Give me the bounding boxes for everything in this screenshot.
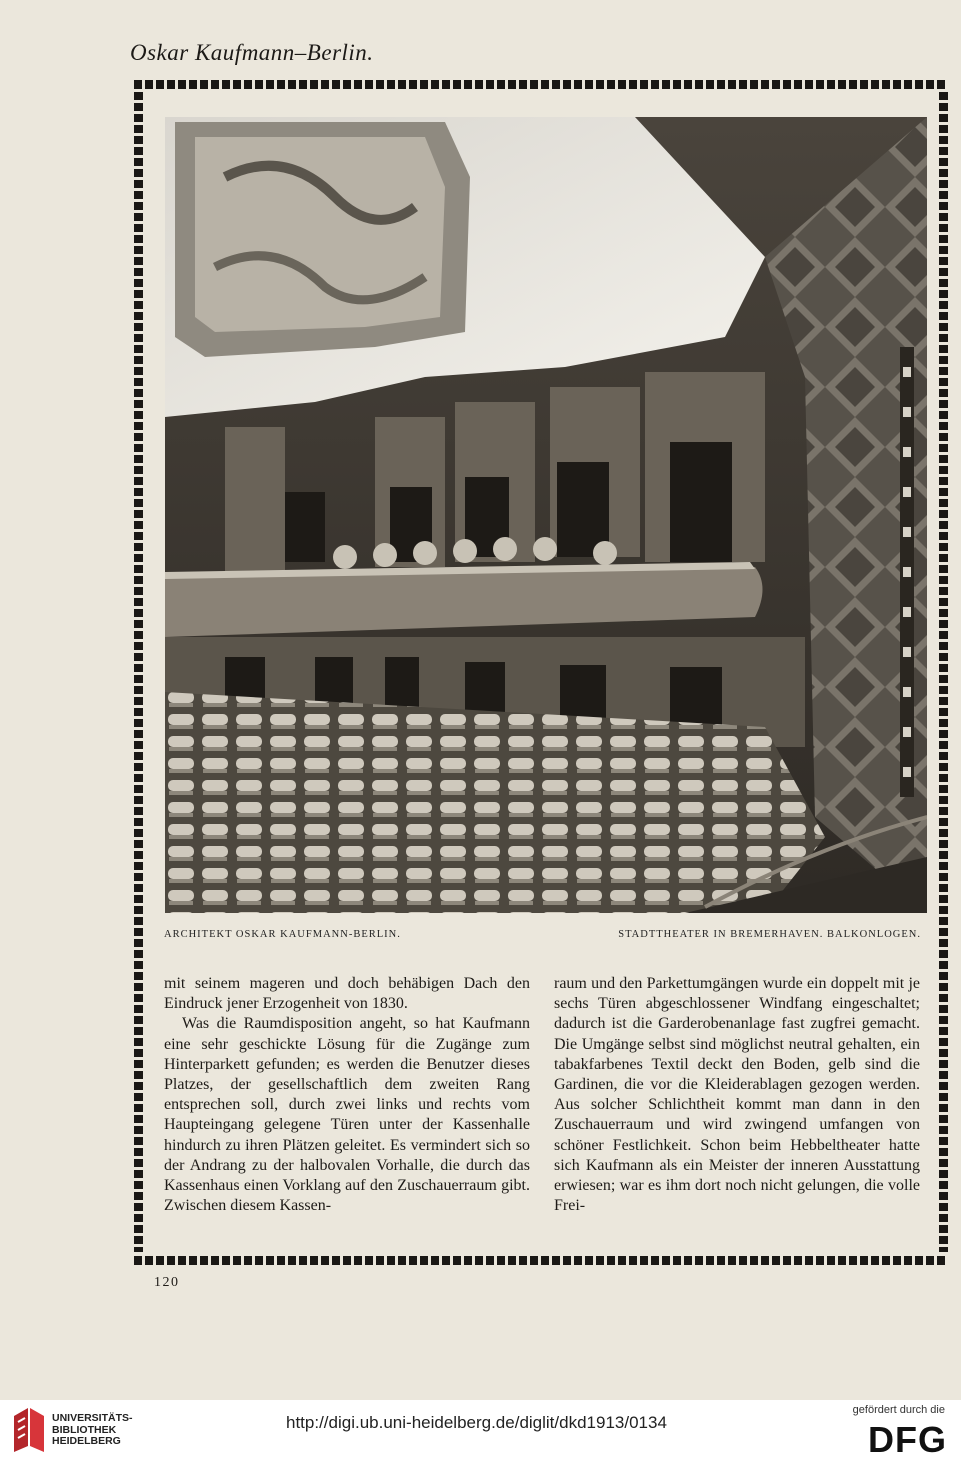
- text-column-left: [164, 974, 530, 1216]
- border-right: [939, 92, 948, 1252]
- text-column-right: [554, 974, 920, 1216]
- library-name[interactable]: UNIVERSITÄTS- BIBLIOTHEK HEIDELBERG: [52, 1412, 133, 1447]
- border-top: [134, 80, 948, 89]
- border-bottom: [134, 1256, 948, 1265]
- caption-architect: ARCHITEKT OSKAR KAUFMANN-BERLIN.: [164, 929, 401, 940]
- source-url-link[interactable]: http://digi.ub.uni-heidelberg.de/diglit/dkd1913/0134: [286, 1413, 667, 1432]
- paragraph: mit seinem mageren und doch behäbigen Dach den Eindruck jener Erzogenheit von 1830.: [164, 975, 530, 1013]
- page-number: 120: [154, 1275, 180, 1290]
- university-library-logo-icon[interactable]: [10, 1406, 48, 1454]
- dfg-logo[interactable]: DFG: [868, 1419, 947, 1460]
- border-left: [134, 92, 143, 1252]
- funding-label: gefördert durch die: [852, 1404, 945, 1416]
- paragraph: Was die Raumdisposition angeht, so hat Kaufmann eine sehr geschickte Lösung für die Zugänge zum Hinterparkett gefunden; es werden die Benutzer dieses Platzes, der gesellschaftlich dem zweiten Rang entsprechen soll, durch zwei links und rechts vom Haupteingang gelegene Türen unter der Kassenhalle hindurch zu ihren Plätzen geleitet. Es vermindert sich so der Andrang zu der halbovalen Vorhalle, die durch das Kassenhaus einen Vorklang auf den Zuschauerraum gibt. Zwischen diesem Kassen-: [164, 1015, 530, 1215]
- theater-photograph: [165, 117, 927, 913]
- caption-location: STADTTHEATER IN BREMERHAVEN. BALKONLOGEN.: [618, 929, 921, 940]
- theater-interior-illustration: [165, 117, 927, 913]
- running-title: Oskar Kaufmann–Berlin.: [130, 40, 374, 65]
- paragraph: raum und den Parkettumgängen wurde ein doppelt mit je sechs Türen abgeschlossener Windfang eingeschaltet; dadurch ist die Garderobenanlage fast zugfrei gemacht. Die Umgänge selbst sind möglichst neutral gehalten, ein tabakfarbenes Textil deckt den Boden, gelb sind die Gardinen, die vor die Kleiderablagen gezogen werden. Aus solcher Schlichtheit kommt man dann in den Zuschauerraum und wird zwingend umfangen von schöner Festlichkeit. Schon beim Hebbeltheater hatte sich Kaufmann als ein Meister der inneren Ausstattung erwiesen; war es ihm dort noch nicht gelungen, die volle Frei-: [554, 975, 920, 1215]
